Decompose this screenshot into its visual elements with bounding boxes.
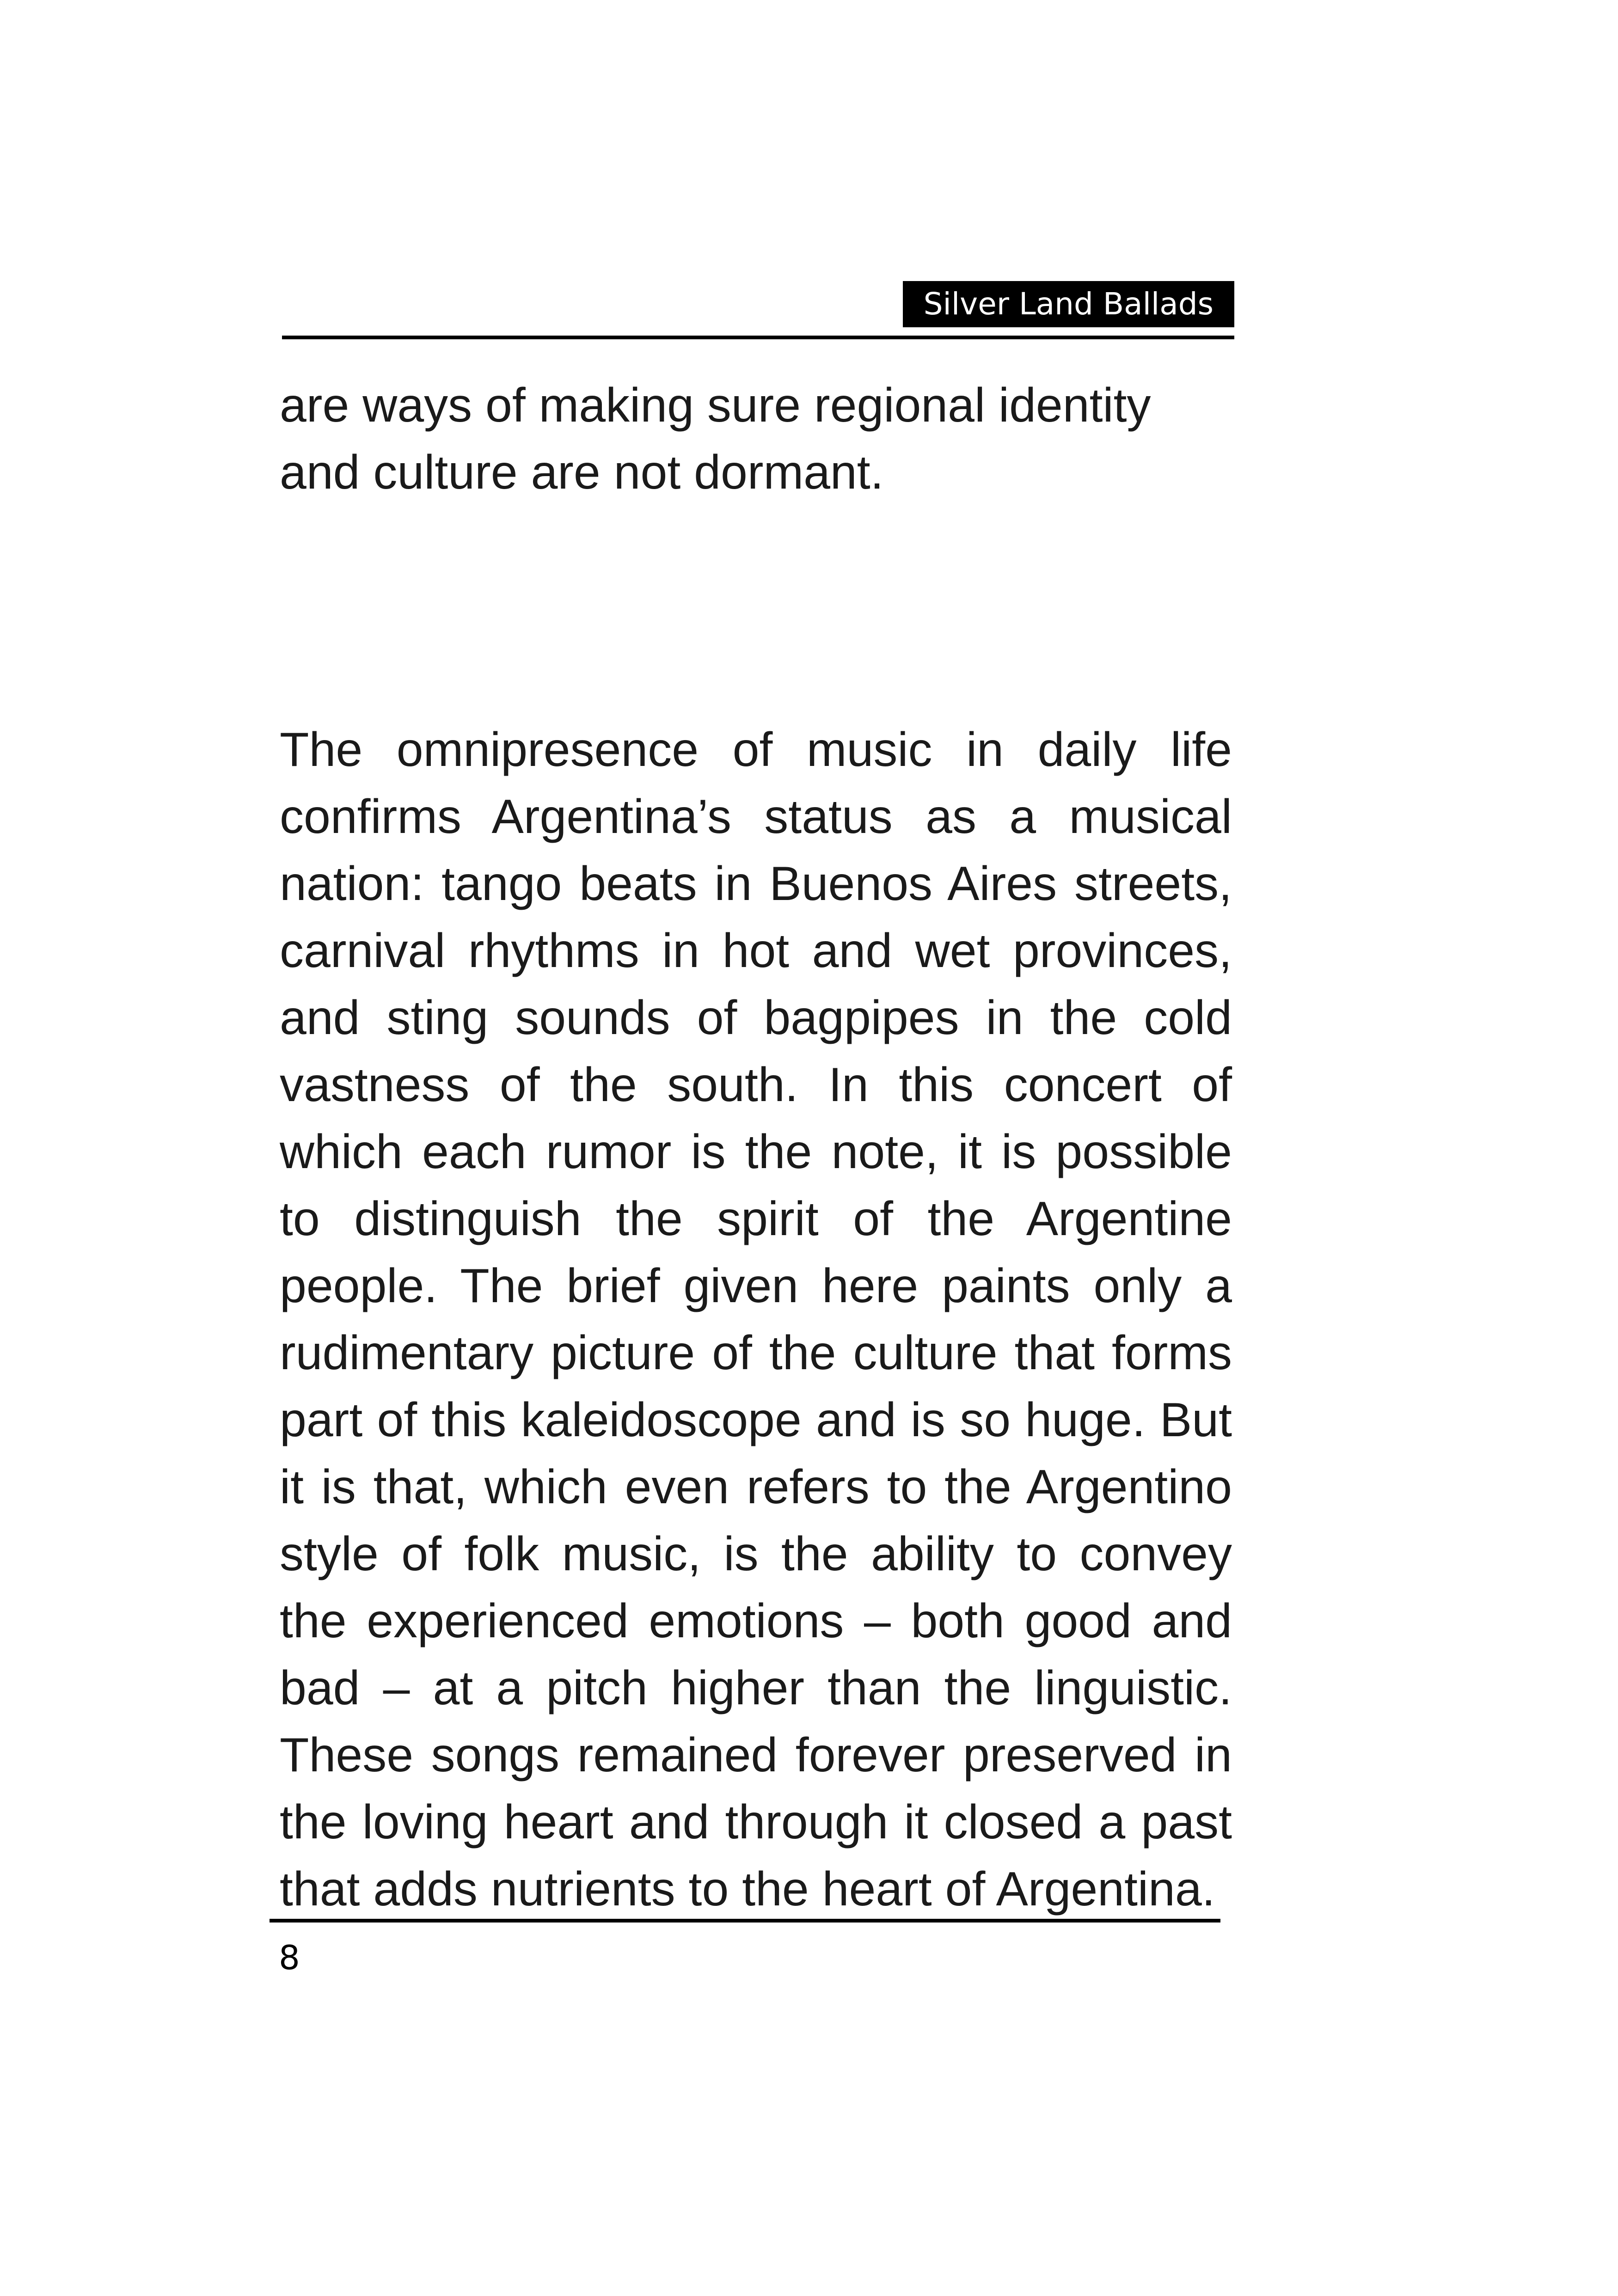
paragraph: are ways of making sure regional identity and culture are not dormant. (280, 379, 1151, 499)
running-title: Silver Land Ballads (903, 281, 1234, 327)
footer-divider (270, 1919, 1220, 1923)
paragraph: The omnipresence of music in daily life confirms Argentina’s status as a musical nation: tango beats in Buenos Aires streets, carnival rhythms in hot and wet provinces, and sting sounds of bagpipes in the cold vastness of the south. In this concert of which each rumor is the note, it is possible to distinguish the spirit of the Argentine people. The brief given here paints only a rudimentary picture of the culture that forms part of this kaleidoscope and is so huge. But it is that, which even refers to the Argentino style of folk music, is the ability to convey the experienced emotions – both good and bad – at a pitch higher than the linguistic. These songs remained forever preserved in the loving heart and through it closed a past that adds nutrients to the heart of Argentina. (280, 723, 1232, 1916)
page-body (280, 372, 1232, 1923)
header-divider (282, 336, 1234, 339)
page-number: 8 (279, 1938, 300, 1977)
